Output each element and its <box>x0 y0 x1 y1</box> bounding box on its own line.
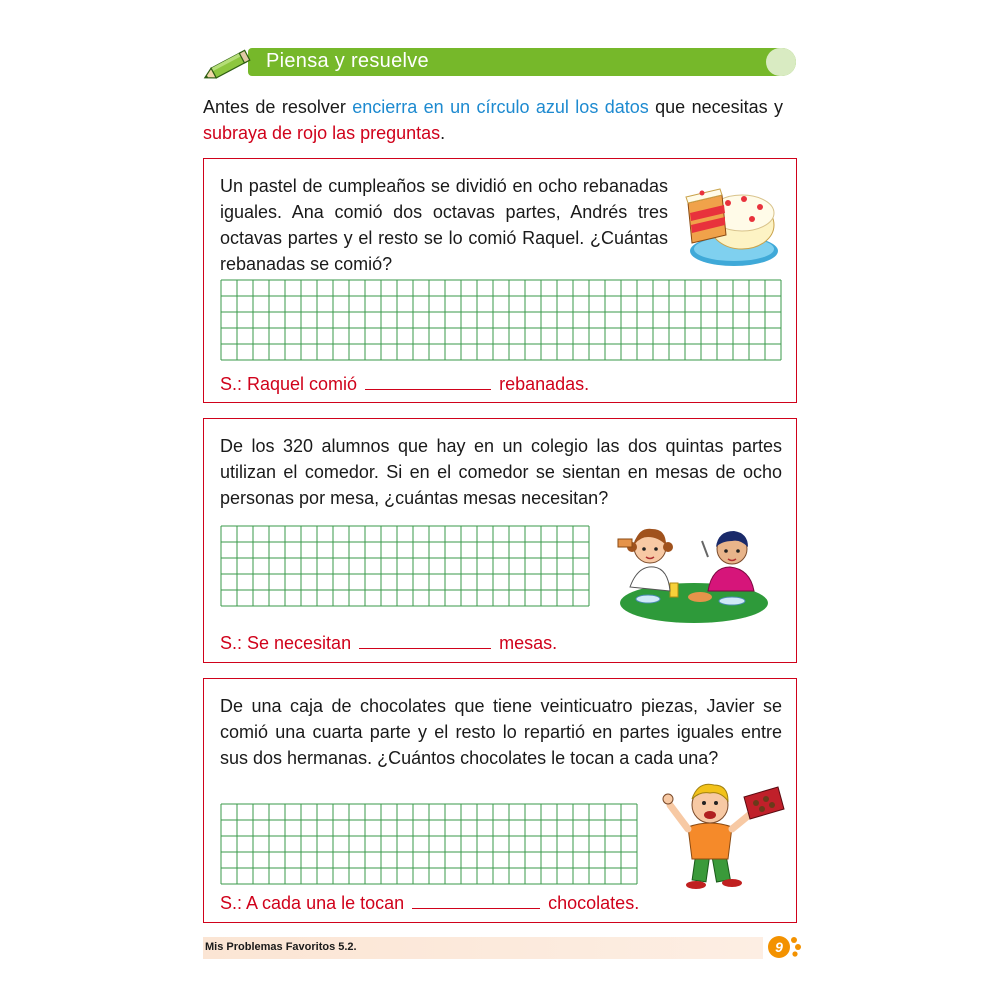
footer <box>203 937 763 959</box>
answer-prefix: S.: Se necesitan <box>220 633 352 653</box>
instructions-text: Antes de resolver <box>203 97 353 117</box>
calculation-grid <box>220 803 638 885</box>
problem-box-2 <box>203 418 797 663</box>
calculation-grid <box>220 279 782 361</box>
answer-blank[interactable] <box>359 632 491 649</box>
instructions <box>203 94 783 146</box>
instructions-text: que necesitas y <box>648 97 783 117</box>
problem-text: De los 320 alumnos que hay en un colegio las dos quintas partes utilizan el comedor. Si en el comedor se sientan en mesas de ocho personas por mesa, ¿cuántas mesas necesitan? <box>220 436 782 508</box>
section-header <box>200 44 800 84</box>
problem-text: De una caja de chocolates que tiene veinticuatro piezas, Javier se comió una cuarta parte y el resto lo repartió en partes iguales entre sus dos hermanas. ¿Cuántos chocolates le tocan a cada una? <box>220 696 782 768</box>
calculation-grid <box>220 525 590 607</box>
book-title: Mis Problemas Favoritos 5.2. <box>205 941 357 953</box>
answer-prefix: S.: A cada una le tocan <box>220 893 405 913</box>
boy-with-chocolates-illustration <box>658 775 786 891</box>
problem-text: Un pastel de cumpleaños se dividió en ocho rebanadas iguales. Ana comió dos octavas partes, Andrés tres octavas partes y el resto se lo comió Raquel. ¿Cuántas rebanadas se comió? <box>220 176 668 274</box>
answer-suffix: chocolates. <box>548 893 640 913</box>
answer-line <box>220 632 557 654</box>
problem-box-3 <box>203 678 797 923</box>
page-number: 9 <box>768 936 790 958</box>
children-eating-illustration <box>608 517 768 625</box>
pencil-icon <box>200 44 256 84</box>
answer-blank[interactable] <box>412 892 540 909</box>
birthday-cake-illustration <box>682 173 780 269</box>
answer-line <box>220 892 639 914</box>
problem-box-1 <box>203 158 797 403</box>
instructions-red-text: subraya de rojo las preguntas <box>203 123 441 143</box>
instructions-blue-text: encierra en un círculo azul los datos <box>352 97 649 117</box>
answer-suffix: rebanadas. <box>499 374 590 394</box>
instructions-text: . <box>440 123 446 143</box>
answer-line <box>220 373 589 395</box>
answer-suffix: mesas. <box>499 633 558 653</box>
page-number-badge <box>762 932 802 964</box>
header-title: Piensa y resuelve <box>266 50 429 72</box>
answer-blank[interactable] <box>365 373 491 390</box>
answer-prefix: S.: Raquel comió <box>220 374 358 394</box>
